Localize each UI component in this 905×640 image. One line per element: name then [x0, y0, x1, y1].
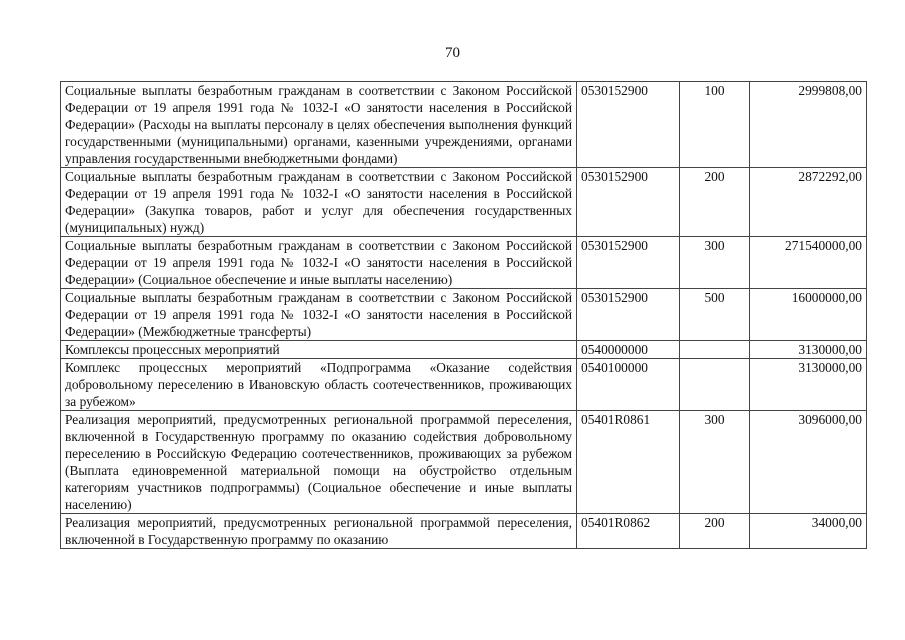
row-amount: 16000000,00: [750, 289, 867, 341]
row-expense-type: 500: [680, 289, 750, 341]
table-row: [61, 514, 867, 549]
row-target-code: 05401R0861: [577, 411, 680, 514]
row-amount: 3096000,00: [750, 411, 867, 514]
row-expense-type: 200: [680, 168, 750, 237]
row-description: Комплекс процессных мероприятий «Подпрограмма «Оказание содействия добровольному переселению в Ивановскую область соотечественников, проживающих за рубежом»: [61, 359, 577, 411]
row-amount: 3130000,00: [750, 341, 867, 359]
row-amount: 2999808,00: [750, 82, 867, 168]
row-expense-type: 300: [680, 237, 750, 289]
row-expense-type: 100: [680, 82, 750, 168]
row-target-code: 0540100000: [577, 359, 680, 411]
row-target-code: 0530152900: [577, 168, 680, 237]
page-number: 70: [445, 45, 460, 61]
table-row: [61, 82, 867, 168]
row-expense-type: [680, 341, 750, 359]
row-target-code: 0530152900: [577, 82, 680, 168]
row-description: Социальные выплаты безработным гражданам в соответствии с Законом Российской Федерации от 19 апреля 1991 года № 1032-I «О занятости населения в Российской Федерации» (Социальное обеспечение и иные выплаты населению): [61, 237, 577, 289]
row-target-code: 0530152900: [577, 237, 680, 289]
row-description: Реализация мероприятий, предусмотренных региональной программой переселения, включенной в Государственную программу по оказанию содействия добровольному переселению в Российскую Федерацию соотечественников, проживающих за рубежом (Выплата единовременной материальной помощи на обустройство отдельным категориям участников подпрограммы) (Социальное обеспечение и иные выплаты населению): [61, 411, 577, 514]
table-row: [61, 237, 867, 289]
budget-table: [60, 81, 867, 549]
row-target-code: 05401R0862: [577, 514, 680, 549]
row-description: Социальные выплаты безработным гражданам в соответствии с Законом Российской Федерации от 19 апреля 1991 года № 1032-I «О занятости населения в Российской Федерации» (Межбюджетные трансферты): [61, 289, 577, 341]
row-expense-type: [680, 359, 750, 411]
row-amount: 271540000,00: [750, 237, 867, 289]
row-target-code: 0540000000: [577, 341, 680, 359]
row-expense-type: 200: [680, 514, 750, 549]
row-amount: 2872292,00: [750, 168, 867, 237]
table-row: [61, 168, 867, 237]
row-description: Реализация мероприятий, предусмотренных региональной программой переселения, включенной в Государственную программу по оказанию: [61, 514, 577, 549]
row-description: Социальные выплаты безработным гражданам в соответствии с Законом Российской Федерации от 19 апреля 1991 года № 1032-I «О занятости населения в Российской Федерации» (Закупка товаров, работ и услуг для обеспечения государственных (муниципальных) нужд): [61, 168, 577, 237]
table-row: [61, 289, 867, 341]
row-amount: 34000,00: [750, 514, 867, 549]
row-description: Социальные выплаты безработным гражданам в соответствии с Законом Российской Федерации от 19 апреля 1991 года № 1032-I «О занятости населения в Российской Федерации» (Расходы на выплаты персоналу в целях обеспечения выполнения функций государственными (муниципальными) органами, казенными учреждениями, органами управления государственными внебюджетными фондами): [61, 82, 577, 168]
row-description: Комплексы процессных мероприятий: [61, 341, 577, 359]
row-target-code: 0530152900: [577, 289, 680, 341]
table-row: [61, 411, 867, 514]
row-expense-type: 300: [680, 411, 750, 514]
row-amount: 3130000,00: [750, 359, 867, 411]
table-row: [61, 341, 867, 359]
table-row: [61, 359, 867, 411]
